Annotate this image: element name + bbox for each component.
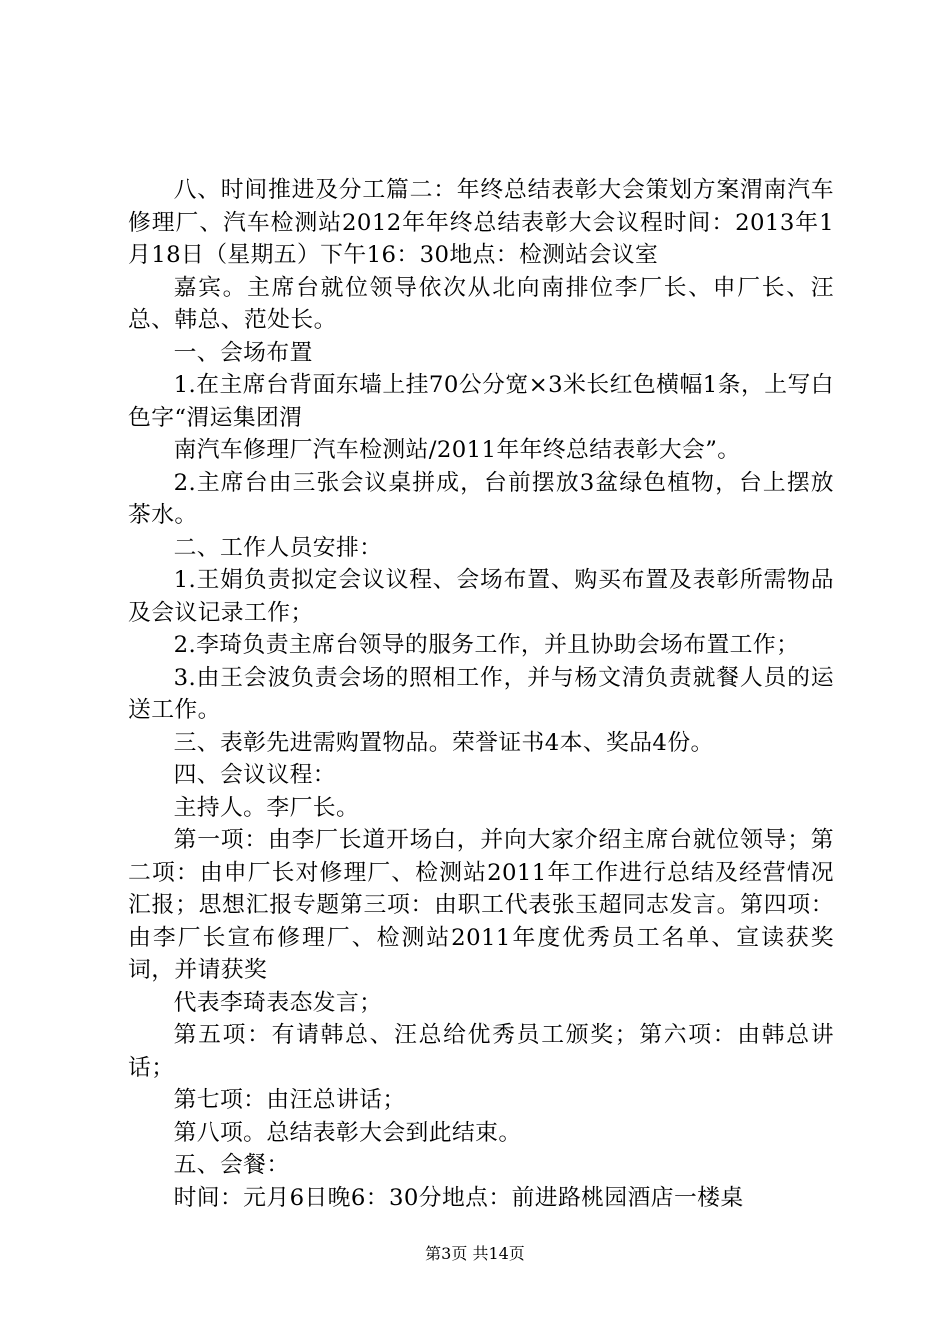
section-heading: 三、表彰先进需购置物品。荣誉证书4本、奖品4份。 bbox=[173, 729, 714, 756]
paragraph: 代表李琦表态发言； bbox=[173, 989, 383, 1016]
paragraph: 3.由王会波负责会场的照相工作，并与杨文清负责就餐人员的运送工作。 bbox=[128, 664, 834, 723]
paragraph: 1.在主席台背面东墙上挂70公分宽×3米长红色横幅1条，上写白色字“渭运集团渭 bbox=[128, 372, 834, 431]
section-heading: 四、会议议程： bbox=[173, 762, 336, 788]
page-footer: 第3页 共14页 bbox=[425, 1244, 525, 1263]
paragraph: 时间：元月6日晚6：30分地点：前进路桃园酒店一楼桌 bbox=[173, 1184, 744, 1211]
document-body bbox=[128, 174, 834, 1214]
paragraph: 嘉宾。主席台就位领导依次从北向南排位李厂长、申厂长、汪总、韩总、范处长。 bbox=[128, 274, 834, 333]
paragraph: 第八项。总结表彰大会到此结束。 bbox=[173, 1119, 522, 1146]
section-heading: 二、工作人员安排： bbox=[173, 534, 383, 561]
section-heading: 五、会餐： bbox=[173, 1152, 290, 1178]
paragraph: 南汽车修理厂汽车检测站/2011年年终总结表彰大会”。 bbox=[173, 437, 741, 463]
section-heading: 一、会场布置 bbox=[173, 339, 313, 366]
paragraph: 1.王娟负责拟定会议议程、会场布置、购买布置及表彰所需物品及会议记录工作； bbox=[128, 567, 834, 626]
paragraph: 第一项：由李厂长道开场白，并向大家介绍主席台就位领导；第二项：由申厂长对修理厂、检测站2011年工作进行总结及经营情况汇报；思想汇报专题第三项：由职工代表张玉超同志发言。第四项：由李厂长宣布修理厂、检测站2011年度优秀员工名单、宣读获奖词，并请获奖 bbox=[128, 827, 834, 983]
paragraph: 2.李琦负责主席台领导的服务工作，并且协助会场布置工作； bbox=[173, 632, 800, 658]
paragraph: 第七项：由汪总讲话； bbox=[173, 1087, 406, 1113]
paragraph: 第五项：有请韩总、汪总给优秀员工颁奖；第六项：由韩总讲话； bbox=[128, 1022, 834, 1081]
paragraph: 八、时间推进及分工篇二：年终总结表彰大会策划方案渭南汽车修理厂、汽车检测站2012年年终总结表彰大会议程时间：2013年1月18日（星期五）下午16：30地点：检测站会议室 bbox=[128, 177, 834, 268]
paragraph: 2.主席台由三张会议桌拼成，台前摆放3盆绿色植物，台上摆放茶水。 bbox=[128, 469, 834, 528]
paragraph: 主持人。李厂长。 bbox=[173, 794, 360, 821]
